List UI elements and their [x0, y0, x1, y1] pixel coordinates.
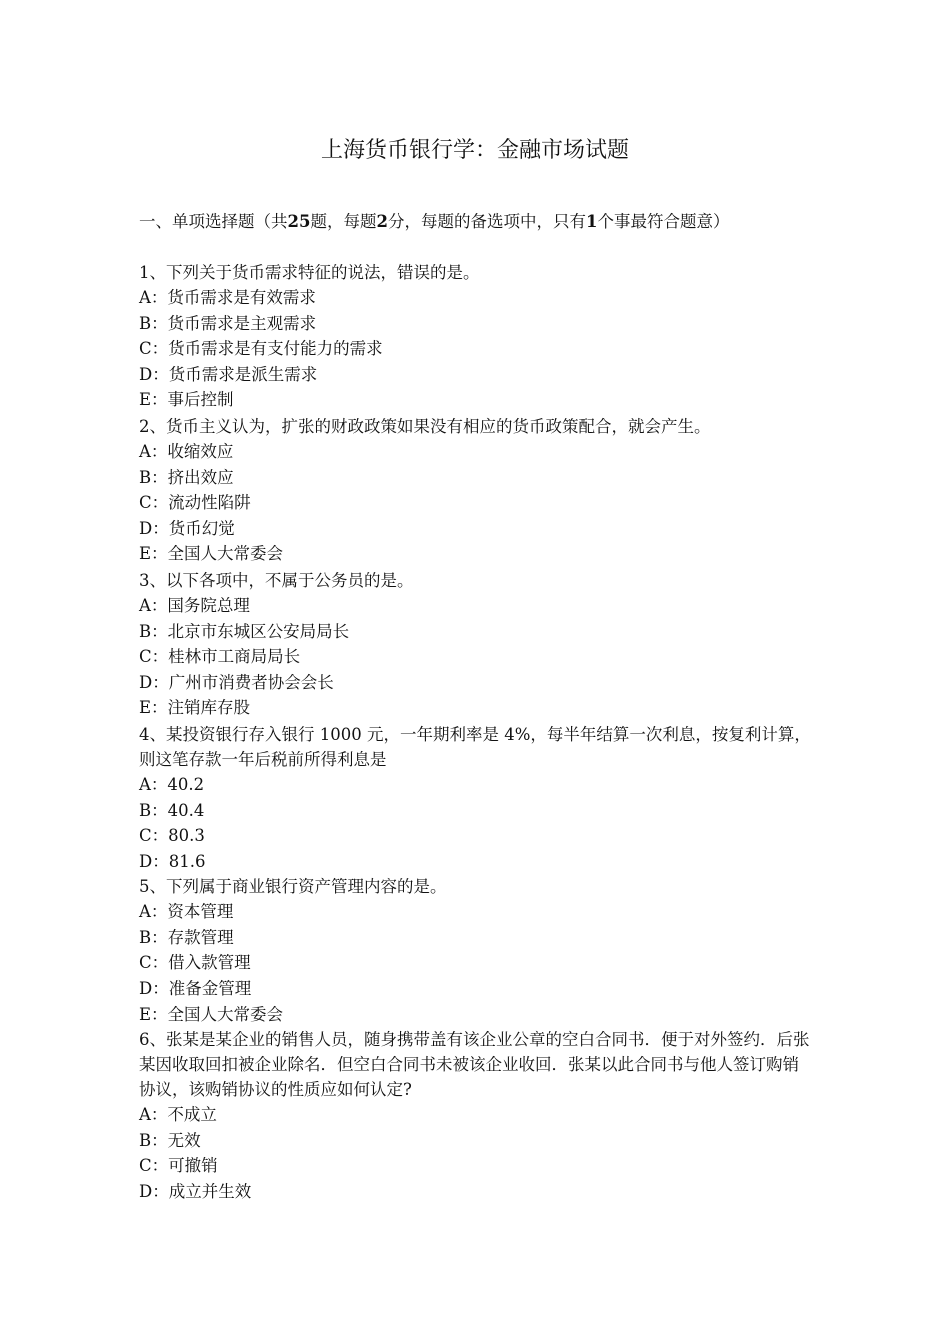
- section-prefix: 一、单项选择题（共: [139, 212, 288, 231]
- question-stem: 2、货币主义认为，扩张的财政政策如果没有相应的货币政策配合，就会产生。: [139, 416, 711, 436]
- question-count: 25: [287, 212, 311, 231]
- option-a: A：40.2: [139, 774, 205, 794]
- section-heading: [139, 210, 811, 234]
- option-b: B：40.4: [139, 800, 205, 820]
- question-6: [139, 1027, 811, 1204]
- option-b: B：挤出效应: [139, 467, 234, 487]
- option-d: D：广州市消费者协会会长: [139, 672, 334, 692]
- option-e: E：事后控制: [139, 390, 234, 410]
- option-e: E：全国人大常委会: [139, 1004, 284, 1024]
- question-stem: 5、下列属于商业银行资产管理内容的是。: [139, 877, 447, 897]
- points-per-question: 2: [376, 212, 388, 231]
- section-mid2: 分，每题的备选项中，只有: [387, 212, 586, 231]
- question-3: [139, 568, 811, 721]
- option-c: C：流动性陷阱: [139, 493, 251, 513]
- option-b: B：货币需求是主观需求: [139, 313, 317, 333]
- option-e: E：全国人大常委会: [139, 544, 284, 564]
- option-b: B：无效: [139, 1130, 201, 1150]
- question-stem: 1、下列关于货币需求特征的说法，错误的是。: [139, 263, 480, 282]
- option-c: C：桂林市工商局局长: [139, 647, 301, 667]
- question-4: [139, 722, 811, 874]
- option-a: A：货币需求是有效需求: [139, 288, 316, 307]
- option-c: C：借入款管理: [139, 953, 251, 973]
- option-d: D：货币需求是派生需求: [139, 364, 318, 384]
- option-c: C：80.3: [139, 826, 205, 846]
- option-d: D：成立并生效: [139, 1182, 252, 1202]
- question-5: [139, 874, 811, 1027]
- option-c: C：货币需求是有支付能力的需求: [139, 339, 383, 359]
- document-title: 上海货币银行学：金融市场试题: [320, 138, 629, 163]
- correct-count: 1: [585, 212, 598, 231]
- question-2: [139, 414, 811, 567]
- option-d: D：准备金管理: [139, 979, 252, 999]
- question-stem: 3、以下各项中，不属于公务员的是。: [139, 570, 414, 590]
- section-mid1: 题，每题: [310, 212, 377, 231]
- option-d: D：81.6: [139, 851, 206, 871]
- option-a: A：资本管理: [139, 902, 234, 922]
- questions-list: [139, 260, 811, 1205]
- question-stem: 6、张某是某企业的销售人员，随身携带盖有该企业公章的空白合同书．便于对外签约．后张某因收取回扣被企业除名．但空白合同书未被该企业收回．张某以此合同书与他人签订购销协议，该购销协议的性质应如何认定?: [139, 1030, 810, 1100]
- option-c: C：可撤销: [139, 1156, 218, 1176]
- section-suffix: 个事最符合题意）: [597, 212, 730, 231]
- option-b: B：存款管理: [139, 927, 234, 947]
- option-a: A：不成立: [139, 1105, 217, 1125]
- question-1: [139, 260, 811, 413]
- option-a: A：国务院总理: [139, 595, 250, 615]
- option-e: E：注销库存股: [139, 698, 251, 718]
- option-b: B：北京市东城区公安局局长: [139, 621, 350, 641]
- option-a: A：收缩效应: [139, 441, 234, 461]
- question-stem: 4、某投资银行存入银行 1000 元，一年期利率是 4%，每半年结算一次利息，按复利计算，则这笔存款一年后税前所得利息是: [139, 724, 811, 769]
- option-d: D：货币幻觉: [139, 518, 235, 538]
